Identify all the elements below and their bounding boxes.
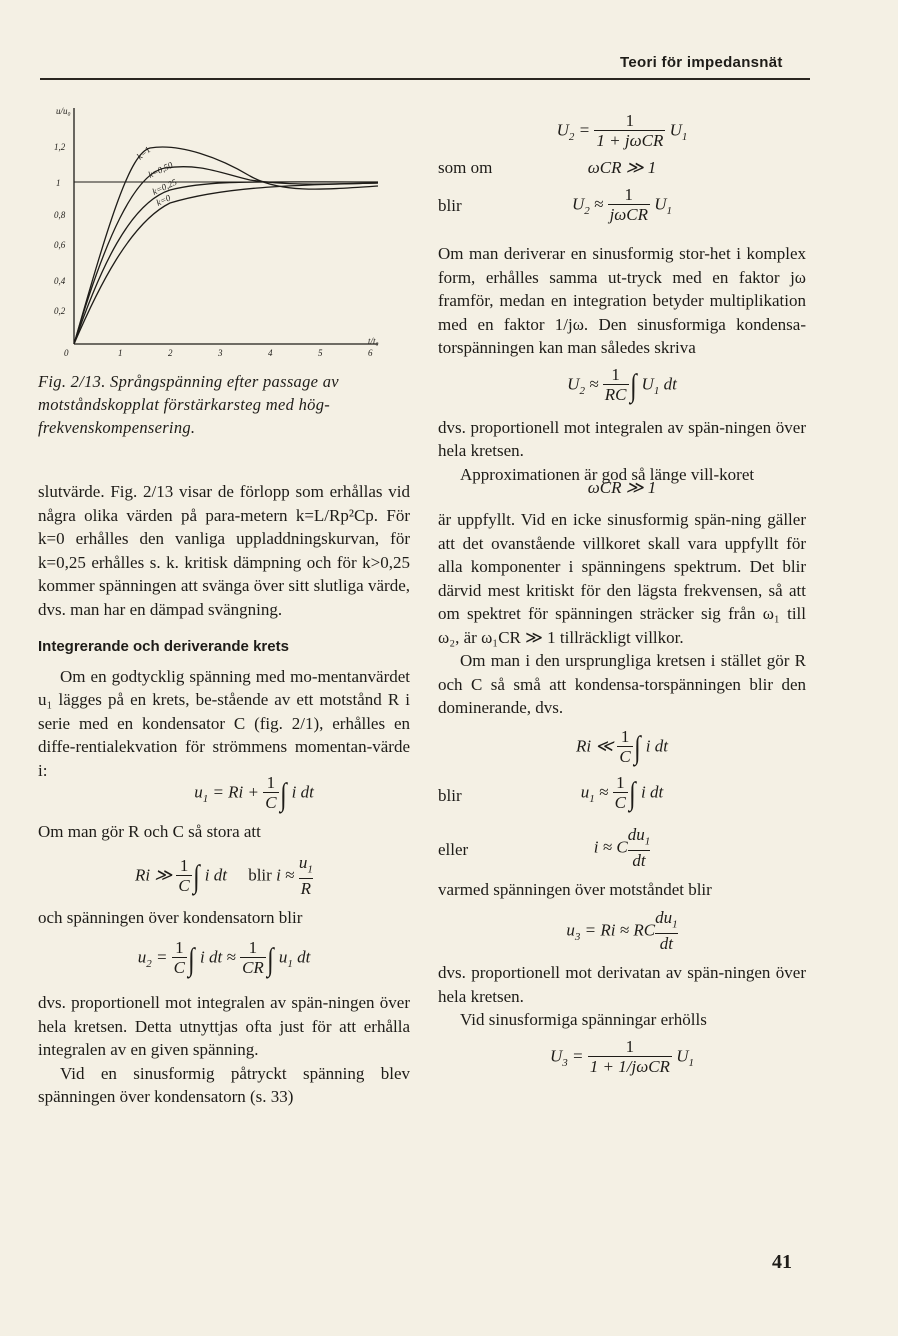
eq-differential: $u_1 = Ri$ + $\frac{1}{C}$ ∫ i dt bbox=[194, 773, 314, 812]
header-rule bbox=[40, 78, 810, 80]
figure-2-13 bbox=[50, 98, 385, 370]
eq-condition-wCR: ωCR ≫ 1 bbox=[587, 478, 657, 497]
right-column bbox=[438, 112, 806, 1082]
x-tick-1: 1 bbox=[118, 348, 123, 358]
step-response-plot bbox=[50, 98, 385, 370]
running-header: Teori för impedansnät bbox=[620, 54, 783, 71]
right-paragraph-8: Vid sinusformiga spänningar erhölls bbox=[460, 1010, 707, 1029]
curve-label-k025: k=0,25 bbox=[150, 176, 179, 197]
y-tick-0-4: 0,4 bbox=[54, 276, 66, 286]
blir-label-right: blir bbox=[438, 196, 462, 215]
eq-u3: $u_3 = Ri$ ≈ RC $\frac{du_1}{dt}$ bbox=[566, 908, 678, 954]
eq-som-om: som om ωCR ≫ 1 bbox=[438, 156, 806, 186]
figure-caption: Fig. 2/13. Språngspänning efter passage av motståndskopplat förstärkarsteg med hög-frekvenskompensering. bbox=[38, 372, 339, 437]
x-tick-5: 5 bbox=[318, 348, 323, 358]
eller-label: eller bbox=[438, 839, 469, 859]
blir-label: blir bbox=[248, 865, 272, 885]
left-paragraph-4: och spänningen över kondensatorn blir bbox=[38, 907, 303, 927]
curve-k025 bbox=[74, 182, 378, 344]
y-tick-0-6: 0,6 bbox=[54, 240, 66, 250]
curve-label-k0: k=0 bbox=[154, 192, 173, 208]
y-axis-label: u/u₀ bbox=[56, 106, 71, 116]
x-tick-2: 2 bbox=[168, 348, 173, 358]
x-tick-3: 3 bbox=[218, 348, 223, 358]
curve-k1 bbox=[74, 144, 378, 344]
eq-condition-small: Ri ≪ $\frac{1}{C}$ ∫ i dt bbox=[576, 726, 668, 766]
y-tick-1-2: 1,2 bbox=[54, 142, 66, 152]
right-paragraph-7: dvs. proportionell mot derivatan av spän-ningen över hela kretsen. bbox=[438, 963, 806, 1006]
left-column bbox=[38, 480, 410, 1109]
y-tick-0-2: 0,2 bbox=[54, 306, 66, 316]
section-heading: Integrerande och deriverande krets bbox=[38, 638, 289, 655]
right-paragraph-5: Om man i den ursprungliga kretsen i stället gör R och C så små att kondensa-torspänningen blir den dominerande, dvs. bbox=[438, 651, 806, 717]
som-om-label: som om bbox=[438, 158, 493, 177]
eq-U2-exact: $U_2$ = $\frac{1}{\text{1 + jωCR}}$ $U_1$ bbox=[556, 111, 688, 150]
eq-i-derivative: eller i ≈ C $\frac{du_1}{dt}$ bbox=[438, 824, 651, 870]
y-tick-1: 1 bbox=[56, 178, 61, 188]
left-paragraph-5: dvs. proportionell mot integralen av spän-ningen över hela kretsen. Detta utnyttjas ofta just för att erhålla integralen av en given spänning. bbox=[38, 993, 410, 1059]
right-paragraph-6: varmed spänningen över motståndet blir bbox=[438, 879, 712, 899]
curve-label-k1: k=1 bbox=[134, 144, 153, 162]
eq-U3: $U_3$ = $\frac{1}{\text{1 + 1/jωCR}}$ $U_1$ bbox=[550, 1036, 694, 1076]
curve-label-k050: k=0,50 bbox=[146, 159, 175, 180]
x-tick-6: 6 bbox=[368, 348, 373, 358]
left-paragraph-1: slutvärde. Fig. 2/13 visar de förlopp som erhållas vid några olika värden på para-metern k=L/Rp²Cp. För k=0 erhålles den vanliga uppladdningskurvan, för k=0,25 erhålles s. k. kritisk dämpning och för k>0,25 kommer spänningen att svänga över sitt slutliga värde, dvs. man har en dämpad svängning. bbox=[38, 482, 410, 619]
eq-U2-integral: $U_2$ ≈ $\frac{1}{RC}$ ∫ $U_1$ dt bbox=[567, 364, 677, 404]
page-number: 41 bbox=[772, 1251, 792, 1273]
left-paragraph-2: Om en godtycklig spänning med mo-mentanvärdet u₁ lägges på en krets, be-stående av ett motstånd R i serie med en kondensator C (fig. 2/1), erhålles en diffe-rentialekvation för strömmens momentan-värde i: bbox=[38, 666, 410, 780]
right-paragraph-2: dvs. proportionell mot integralen av spän-ningen över hela kretsen. bbox=[438, 417, 806, 460]
blir-label-right-2: blir bbox=[438, 785, 462, 805]
y-tick-0-8: 0,8 bbox=[54, 210, 66, 220]
right-paragraph-3: Approximationen är god så länge vill-koret bbox=[460, 464, 755, 484]
eq-U2-approx: blir $U_2$ ≈ $\frac{1}{\text{jωCR}}$ $U_1$ bbox=[438, 185, 673, 224]
x-tick-0: 0 bbox=[64, 348, 69, 358]
x-axis-label: t/t₀ bbox=[368, 336, 379, 346]
left-paragraph-3: Om man gör R och C så stora att bbox=[38, 822, 261, 841]
eq-condition-large: Ri ≫ $\frac{1}{C}$ ∫ i dt blir i ≈ $\frac{u_1}{R}$ bbox=[134, 852, 313, 898]
right-paragraph-4: är uppfyllt. Vid en icke sinusformig spän-ning gäller att det ovanstående villkoret skall vara uppfyllt för alla komponenter i spänningens spektrum. Det blir därvid mest kritiskt för den lägsta frekvensen, så att om spektret för spänningen sträcker sig från ω₁ till ω₂, är ω₁CR ≫ 1 tillräckligt villkor. bbox=[438, 510, 806, 647]
left-paragraph-6: Vid en sinusformig påtryckt spänning blev spänningen över kondensatorn (s. 33) bbox=[38, 1063, 410, 1106]
curve-k0 bbox=[74, 183, 378, 344]
eq-u1-approx: blir $u_1$ ≈ $\frac{1}{C}$ ∫ i dt bbox=[438, 772, 664, 812]
right-paragraph-1: Om man deriverar en sinusformig stor-het i komplex form, erhålles samma ut-tryck med en faktor jω framför, medan en integration betyder multiplikation med en faktor 1/jω. Den sinusformiga kondensa-torspänningen kan man således skriva bbox=[438, 244, 806, 357]
x-tick-4: 4 bbox=[268, 348, 273, 358]
eq-capacitor-voltage: $u_2$ = $\frac{1}{C}$ ∫ i dt ≈ $\frac{1}{CR}$ ∫ $u_1$ dt bbox=[137, 938, 311, 977]
